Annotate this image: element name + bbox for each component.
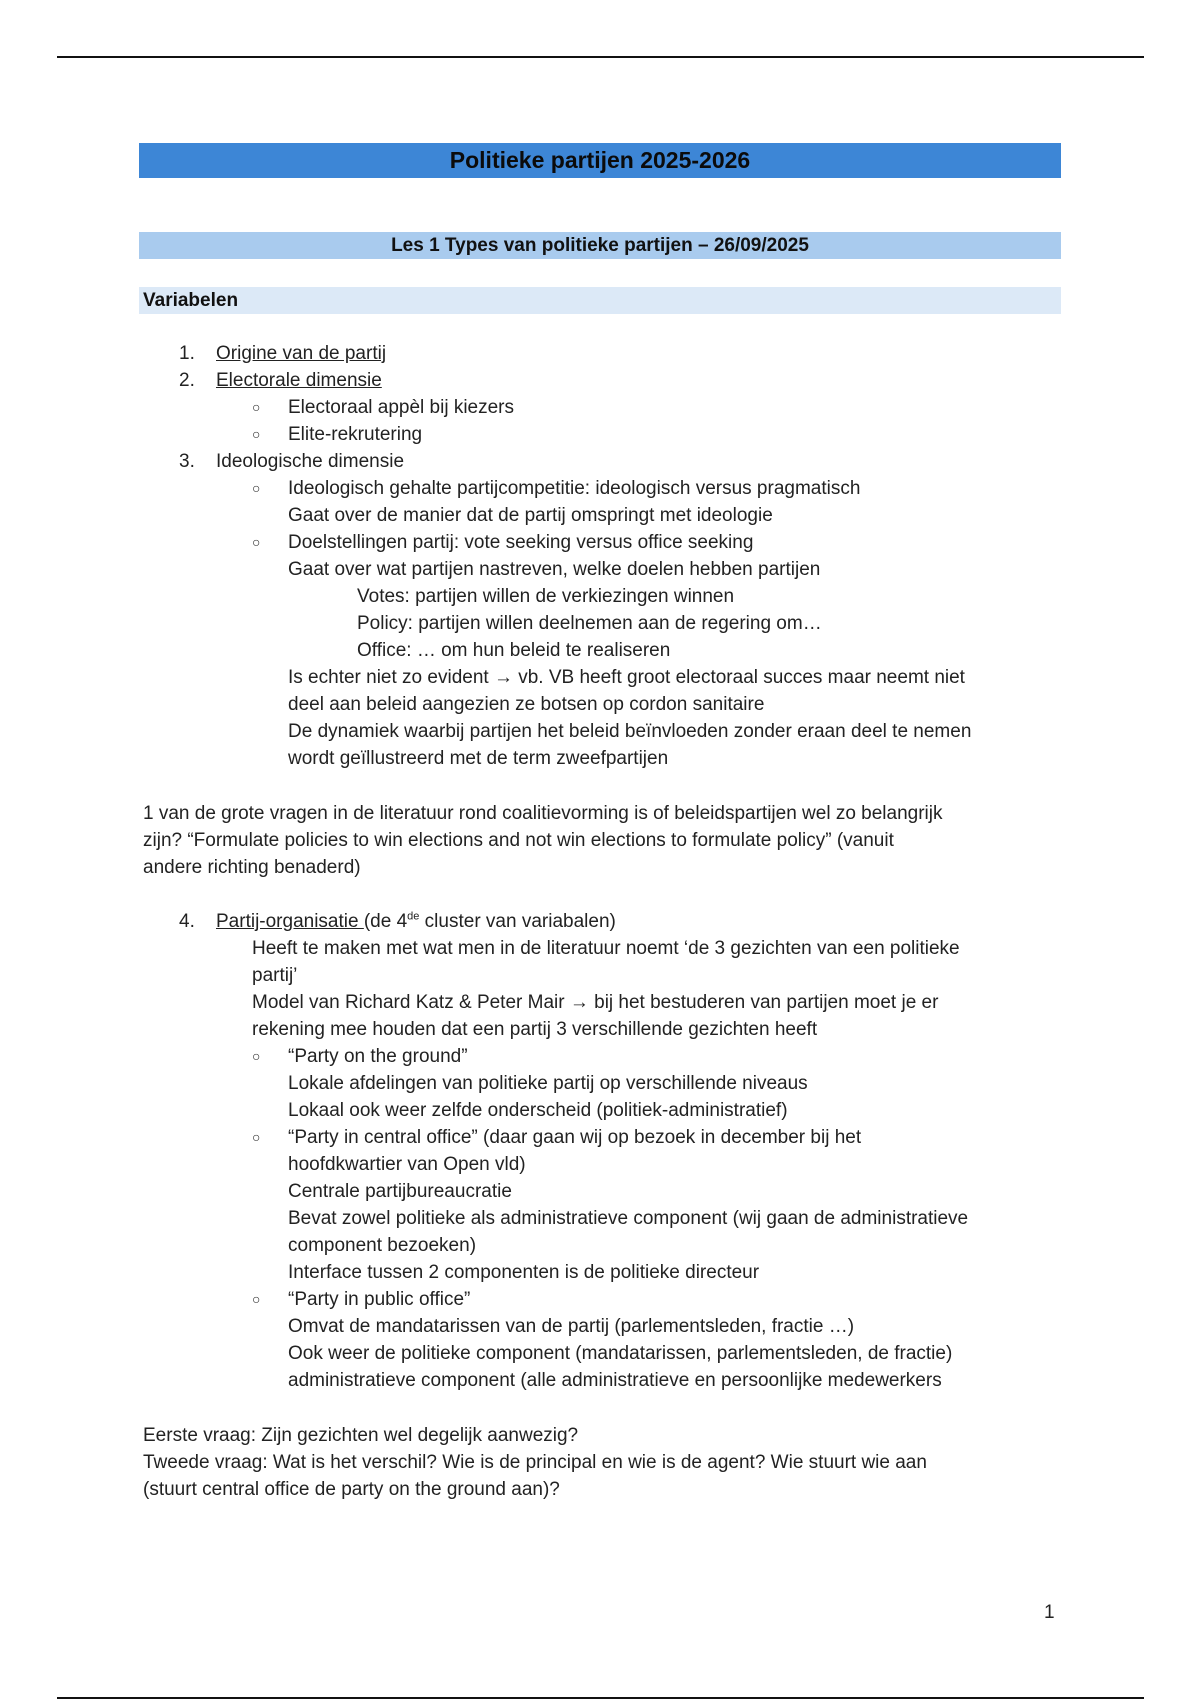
partij-organisatie-label: Partij-organisatie xyxy=(216,911,364,932)
section-heading: Variabelen xyxy=(139,287,1061,314)
document-title: Politieke partijen 2025-2026 xyxy=(139,143,1061,178)
list-subitem-text: administratieve component (alle administratieve en persoonlijke medewerkers xyxy=(288,1370,942,1391)
list-subitem-text: deel aan beleid aangezien ze botsen op cordon sanitaire xyxy=(288,694,765,715)
list-item-electorale-dimensie: Electorale dimensie xyxy=(216,370,382,391)
bullet-icon: ○ xyxy=(252,480,261,496)
list-subitem-text: Lokaal ook weer zelfde onderscheid (politiek-administratief) xyxy=(288,1100,788,1121)
list-number-1: 1. xyxy=(179,343,195,364)
list-subitem-text: wordt geïllustreerd met de term zweefpartijen xyxy=(288,748,669,769)
list-subitem-text: De dynamiek waarbij partijen het beleid beïnvloeden zonder eraan deel te nemen xyxy=(288,721,972,742)
list-subitem-text: Bevat zowel politieke als administratieve component (wij gaan de administratieve xyxy=(288,1208,969,1229)
question-line: (stuurt central office de party on the ground aan)? xyxy=(143,1479,560,1500)
lesson-heading: Les 1 Types van politieke partijen – 26/09/2025 xyxy=(139,232,1061,259)
item4-superscript: de xyxy=(407,910,420,923)
indented-text-policy: Policy: partijen willen deelnemen aan de regering om… xyxy=(357,613,822,634)
item4-suffix-a: (de 4 xyxy=(363,911,408,932)
bullet-icon: ○ xyxy=(252,1129,261,1145)
list-subitem-text: Is echter niet zo evident → vb. VB heeft groot electoraal succes maar neemt niet xyxy=(288,667,965,688)
indented-text-votes: Votes: partijen willen de verkiezingen winnen xyxy=(357,586,735,607)
paragraph-line: zijn? “Formulate policies to win elections and not win elections to formulate policy” (vanuit xyxy=(143,830,894,851)
bullet-icon: ○ xyxy=(252,399,261,415)
list-subitem-text: Gaat over wat partijen nastreven, welke doelen hebben partijen xyxy=(288,559,821,580)
list-subitem-text: Omvat de mandatarissen van de partij (parlementsleden, fractie …) xyxy=(288,1316,855,1337)
question-line: Eerste vraag: Zijn gezichten wel degelijk aanwezig? xyxy=(143,1425,579,1446)
list-item-ideologische-dimensie: Ideologische dimensie xyxy=(216,451,405,472)
indented-text-office: Office: … om hun beleid te realiseren xyxy=(357,640,671,661)
list-subitem-text: Lokale afdelingen van politieke partij op verschillende niveaus xyxy=(288,1073,808,1094)
list-subitem: Doelstellingen partij: vote seeking versus office seeking xyxy=(288,532,754,553)
list-item-text: Model van Richard Katz & Peter Mair → bij het bestuderen van partijen moet je er xyxy=(252,992,939,1013)
list-subitem: Electoraal appèl bij kiezers xyxy=(288,397,515,418)
list-subitem-text: Ook weer de politieke component (mandatarissen, parlementsleden, de fractie) xyxy=(288,1343,953,1364)
list-subitem: “Party in central office” (daar gaan wij op bezoek in december bij het xyxy=(288,1127,862,1148)
list-subitem: “Party in public office” xyxy=(288,1289,471,1310)
bullet-icon: ○ xyxy=(252,426,261,442)
list-subitem: Ideologisch gehalte partijcompetitie: ideologisch versus pragmatisch xyxy=(288,478,861,499)
page-number: 1 xyxy=(1044,1602,1055,1623)
list-number-4: 4. xyxy=(179,911,195,932)
list-number-2: 2. xyxy=(179,370,195,391)
paragraph-line: andere richting benaderd) xyxy=(143,857,361,878)
bottom-rule xyxy=(57,1697,1144,1699)
list-subitem-text: hoofdkwartier van Open vld) xyxy=(288,1154,526,1175)
list-subitem: Elite-rekrutering xyxy=(288,424,423,445)
list-subitem: “Party on the ground” xyxy=(288,1046,468,1067)
list-item-partij-organisatie xyxy=(216,909,616,934)
list-subitem-text: component bezoeken) xyxy=(288,1235,477,1256)
top-rule xyxy=(57,56,1144,58)
list-item-text: rekening mee houden dat een partij 3 verschillende gezichten heeft xyxy=(252,1019,818,1040)
list-number-3: 3. xyxy=(179,451,195,472)
list-subitem-text: Centrale partijbureaucratie xyxy=(288,1181,512,1202)
question-line: Tweede vraag: Wat is het verschil? Wie is de principal en wie is de agent? Wie stuurt wie aan xyxy=(143,1452,927,1473)
bullet-icon: ○ xyxy=(252,1291,261,1307)
paragraph-line: 1 van de grote vragen in de literatuur rond coalitievorming is of beleidspartijen wel zo belangrijk xyxy=(143,803,943,824)
list-subitem-text: Interface tussen 2 componenten is de politieke directeur xyxy=(288,1262,760,1283)
list-item-text: partij’ xyxy=(252,965,298,986)
item4-suffix-b: cluster van variabalen) xyxy=(419,911,616,932)
list-item-origine: Origine van de partij xyxy=(216,343,387,364)
list-subitem-text: Gaat over de manier dat de partij omspringt met ideologie xyxy=(288,505,773,526)
list-item-text: Heeft te maken met wat men in de literatuur noemt ‘de 3 gezichten van een politieke xyxy=(252,938,960,959)
bullet-icon: ○ xyxy=(252,1048,261,1064)
bullet-icon: ○ xyxy=(252,534,261,550)
